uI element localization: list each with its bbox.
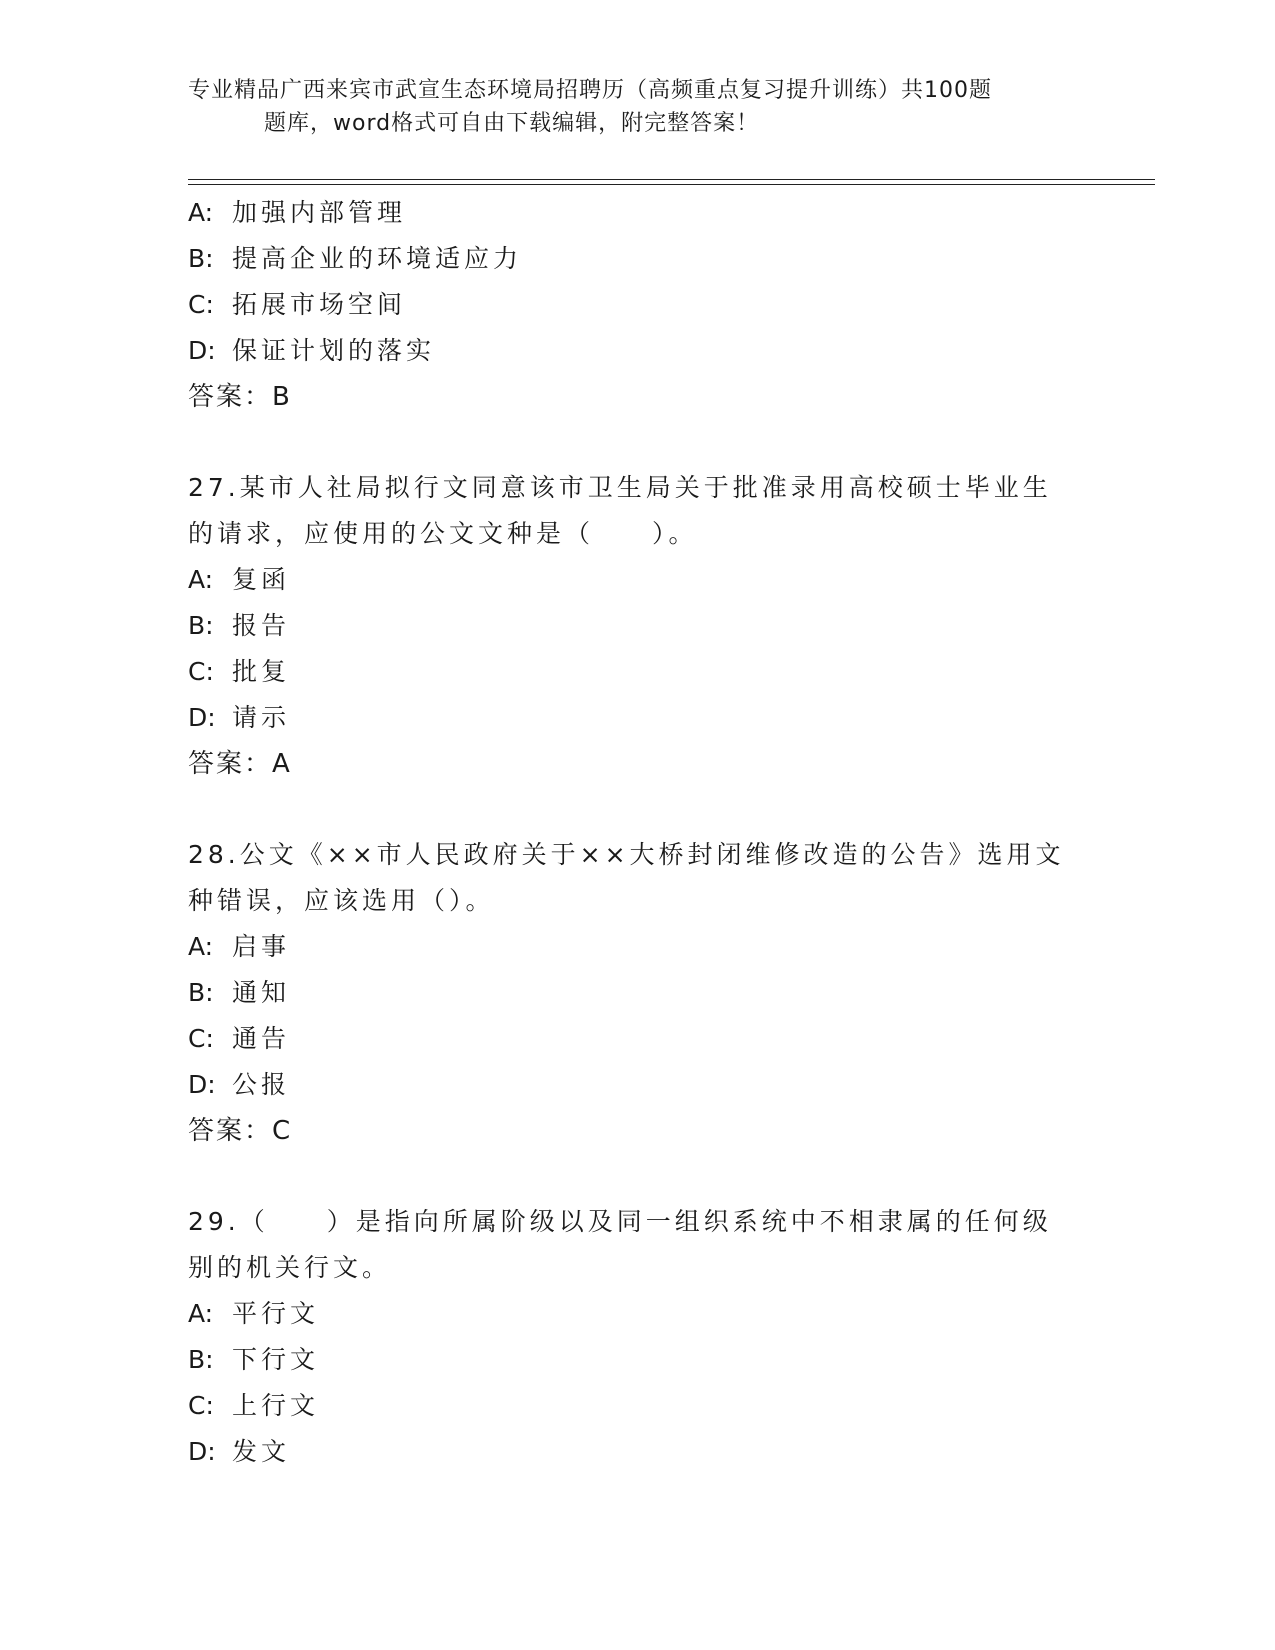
option-d	[188, 328, 1088, 374]
question-text: 27.某市人社局拟行文同意该市卫生局关于批准录用高校硕士毕业生的请求，应使用的公文文种是（ ）。	[188, 473, 1052, 548]
option-letter: D:	[188, 1437, 216, 1466]
option-letter: B:	[188, 611, 214, 640]
option-text: 通告	[232, 1024, 291, 1053]
option-text: 保证计划的落实	[232, 336, 436, 365]
option-letter: D:	[188, 336, 216, 365]
answer-line: 答案：B	[188, 382, 292, 412]
option-a	[188, 924, 1088, 970]
question-text: 29.（ ）是指向所属阶级以及同一组织系统中不相隶属的任何级别的机关行文。	[188, 1207, 1052, 1282]
option-text: 加强内部管理	[232, 198, 407, 227]
answer-line: 答案：C	[188, 1116, 293, 1146]
option-text: 提高企业的环境适应力	[232, 244, 523, 273]
option-b	[188, 236, 1088, 282]
option-text: 下行文	[232, 1345, 320, 1374]
header-divider-top	[188, 179, 1155, 180]
option-text: 上行文	[232, 1391, 320, 1420]
option-letter: A:	[188, 932, 214, 961]
option-text: 报告	[232, 611, 291, 640]
option-letter: B:	[188, 978, 214, 1007]
question-text: 28.公文《××市人民政府关于××大桥封闭维修改造的公告》选用文种错误，应该选用（）。	[188, 840, 1065, 915]
option-letter: B:	[188, 1345, 214, 1374]
question-list	[188, 190, 1088, 1475]
option-text: 批复	[232, 657, 291, 686]
option-text: 启事	[232, 932, 291, 961]
option-letter: C:	[188, 1024, 214, 1053]
option-b	[188, 603, 1088, 649]
option-c	[188, 282, 1088, 328]
option-letter: A:	[188, 1299, 214, 1328]
option-a	[188, 557, 1088, 603]
option-b	[188, 970, 1088, 1016]
option-letter: C:	[188, 657, 214, 686]
option-text: 通知	[232, 978, 291, 1007]
option-text: 公报	[232, 1070, 291, 1099]
option-a	[188, 190, 1088, 236]
spacer	[188, 1154, 1088, 1199]
option-letter: C:	[188, 290, 214, 319]
option-letter: D:	[188, 703, 216, 732]
spacer	[188, 787, 1088, 832]
option-letter: A:	[188, 198, 214, 227]
option-c	[188, 1016, 1088, 1062]
header-title-line-2: 题库，word格式可自由下载编辑，附完整答案！	[264, 111, 760, 136]
option-text: 拓展市场空间	[232, 290, 407, 319]
option-d	[188, 695, 1088, 741]
option-c	[188, 1383, 1088, 1429]
option-b	[188, 1337, 1088, 1383]
option-d	[188, 1062, 1088, 1108]
option-text: 发文	[232, 1437, 291, 1466]
option-text: 复函	[232, 565, 291, 594]
question-block-27	[188, 465, 1088, 787]
question-block-26	[188, 190, 1088, 420]
option-text: 请示	[232, 703, 291, 732]
answer-line: 答案：A	[188, 749, 292, 779]
option-letter: A:	[188, 565, 214, 594]
option-text: 平行文	[232, 1299, 320, 1328]
spacer	[188, 420, 1088, 465]
header-title-line-1: 专业精品广西来宾市武宣生态环境局招聘历（高频重点复习提升训练）共100题	[188, 78, 992, 103]
document-header	[188, 74, 1078, 140]
option-d	[188, 1429, 1088, 1475]
option-c	[188, 649, 1088, 695]
question-block-29	[188, 1199, 1088, 1475]
option-a	[188, 1291, 1088, 1337]
option-letter: D:	[188, 1070, 216, 1099]
question-block-28	[188, 832, 1088, 1154]
option-letter: C:	[188, 1391, 214, 1420]
option-letter: B:	[188, 244, 214, 273]
header-divider-bottom	[188, 184, 1155, 185]
